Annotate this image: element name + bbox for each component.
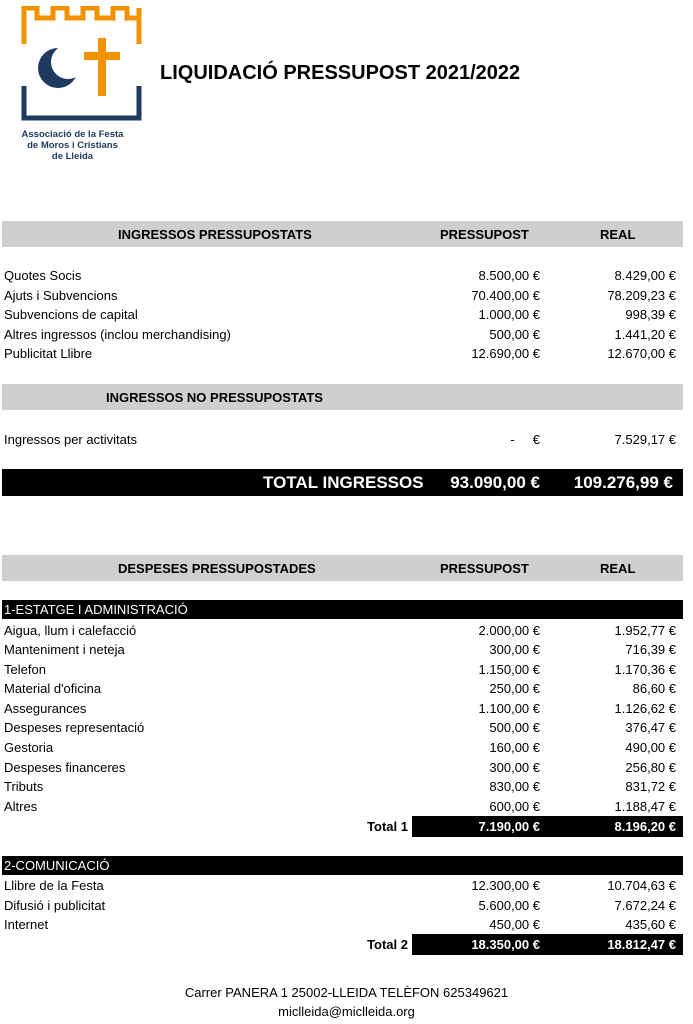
section-2-total-budget: 18.350,00 €	[471, 937, 540, 952]
row-real: 1.441,20 €	[614, 327, 676, 342]
expenses-header-label: DESPESES PRESSUPOSTADES	[118, 561, 316, 576]
table-row	[2, 718, 683, 737]
income-header-real: REAL	[600, 227, 636, 242]
row-label: Ingressos per activitats	[4, 432, 137, 447]
row-budget: 12.300,00 €	[471, 878, 540, 893]
row-label: Altres ingressos (inclou merchandising)	[4, 327, 231, 342]
table-row	[2, 876, 683, 895]
row-budget: 1.000,00 €	[478, 307, 540, 322]
row-budget: 600,00 €	[489, 799, 540, 814]
row-label: Llibre de la Festa	[4, 878, 104, 893]
section-1-title: 1-ESTATGE I ADMINISTRACIÓ	[4, 602, 188, 617]
row-budget: 830,00 €	[489, 779, 540, 794]
section-2-title: 2-COMUNICACIÓ	[4, 858, 110, 873]
row-label: Internet	[4, 917, 49, 932]
table-row	[2, 915, 683, 934]
footer-email[interactable]: miclleida@miclleida.org	[278, 1004, 415, 1019]
row-budget: 250,00 €	[489, 681, 540, 696]
expenses-header-budget: PRESSUPOST	[440, 561, 529, 576]
income-unbudgeted-header	[2, 384, 683, 410]
logo-line-3: de Lleida	[51, 151, 94, 162]
row-label: Difusió i publicitat	[4, 898, 106, 913]
row-budget: 70.400,00 €	[471, 288, 540, 303]
table-row	[2, 896, 683, 915]
table-row	[2, 305, 683, 324]
row-budget: 500,00 €	[489, 720, 540, 735]
table-row	[2, 325, 683, 344]
row-real: 1.126,62 €	[614, 701, 676, 716]
table-row	[2, 286, 683, 305]
row-label: Manteniment i neteja	[4, 642, 125, 657]
row-budget: - €	[510, 432, 540, 447]
row-real: 10.704,63 €	[607, 878, 676, 893]
row-real: 86,60 €	[632, 681, 676, 696]
table-row	[2, 621, 683, 640]
row-label: Aigua, llum i calefacció	[4, 623, 137, 638]
footer-address: Carrer PANERA 1 25002-LLEIDA TELÈFON 625349621	[184, 985, 509, 1000]
row-label: Subvencions de capital	[4, 307, 138, 322]
row-label: Material d'oficina	[4, 681, 102, 696]
row-label: Despeses representació	[4, 720, 145, 735]
row-budget: 300,00 €	[489, 642, 540, 657]
row-real: 376,47 €	[625, 720, 676, 735]
row-label: Telefon	[4, 662, 46, 677]
section-1-total-budget: 7.190,00 €	[478, 819, 540, 834]
page-title: LIQUIDACIÓ PRESSUPOST 2021/2022	[160, 62, 521, 84]
row-real: 1.952,77 €	[614, 623, 676, 638]
row-real: 12.670,00 €	[607, 346, 676, 361]
row-real: 1.170,36 €	[614, 662, 676, 677]
logo-text	[10, 129, 135, 162]
table-row	[2, 344, 683, 363]
table-row	[2, 777, 683, 796]
row-budget: 450,00 €	[489, 917, 540, 932]
row-label: Despeses financeres	[4, 760, 126, 775]
section-1-title-bar	[2, 600, 683, 619]
table-row	[2, 797, 683, 816]
expenses-budgeted-header	[2, 555, 683, 581]
row-real: 435,60 €	[625, 917, 676, 932]
row-budget: 1.100,00 €	[478, 701, 540, 716]
table-row	[2, 699, 683, 718]
row-label: Tributs	[4, 779, 44, 794]
row-real: 256,80 €	[625, 760, 676, 775]
total-income-bar	[2, 469, 683, 496]
section-2-total-box	[412, 934, 683, 955]
row-real: 8.429,00 €	[614, 268, 676, 283]
total-income-real: 109.276,99 €	[573, 473, 673, 492]
expenses-header-real: REAL	[600, 561, 636, 576]
row-real: 490,00 €	[625, 740, 676, 755]
table-row	[2, 266, 683, 285]
row-real: 7.529,17 €	[614, 432, 676, 447]
row-budget: 8.500,00 €	[478, 268, 540, 283]
total-income-label: TOTAL INGRESSOS	[263, 473, 424, 492]
row-budget: 500,00 €	[489, 327, 540, 342]
row-real: 7.672,24 €	[614, 898, 676, 913]
row-label: Quotes Socis	[4, 268, 82, 283]
section-2-title-bar	[2, 856, 683, 875]
section-1-total-label: Total 1	[367, 819, 408, 834]
section-1-total	[2, 816, 683, 837]
row-budget: 2.000,00 €	[478, 623, 540, 638]
table-row	[2, 660, 683, 679]
row-real: 78.209,23 €	[607, 288, 676, 303]
row-real: 831,72 €	[625, 779, 676, 794]
section-1-total-real: 8.196,20 €	[614, 819, 676, 834]
logo-line-1: Associació de la Festa	[21, 129, 124, 140]
section-2-total	[2, 934, 683, 955]
section-2-total-label: Total 2	[367, 937, 408, 952]
table-row	[2, 679, 683, 698]
row-label: Publicitat Llibre	[4, 346, 93, 361]
row-label: Ajuts i Subvencions	[4, 288, 118, 303]
table-row	[2, 430, 683, 449]
unbudgeted-header-label: INGRESSOS NO PRESSUPOSTATS	[106, 390, 323, 405]
row-budget: 5.600,00 €	[478, 898, 540, 913]
income-header-budget: PRESSUPOST	[440, 227, 529, 242]
section-2-total-real: 18.812,47 €	[607, 937, 676, 952]
total-income-budget: 93.090,00 €	[450, 473, 540, 492]
row-label: Altres	[4, 799, 38, 814]
row-label: Assegurances	[4, 701, 87, 716]
row-real: 716,39 €	[625, 642, 676, 657]
row-real: 1.188,47 €	[614, 799, 676, 814]
table-row	[2, 738, 683, 757]
row-budget: 160,00 €	[489, 740, 540, 755]
row-label: Gestoria	[4, 740, 54, 755]
row-real: 998,39 €	[625, 307, 676, 322]
table-row	[2, 640, 683, 659]
logo-line-2: de Moros i Cristians	[27, 140, 118, 151]
income-header-label: INGRESSOS PRESSUPOSTATS	[118, 227, 312, 242]
row-budget: 1.150,00 €	[478, 662, 540, 677]
section-1-total-box	[412, 816, 683, 837]
table-row	[2, 758, 683, 777]
income-budgeted-header	[2, 221, 683, 247]
row-budget: 300,00 €	[489, 760, 540, 775]
row-budget: 12.690,00 €	[471, 346, 540, 361]
